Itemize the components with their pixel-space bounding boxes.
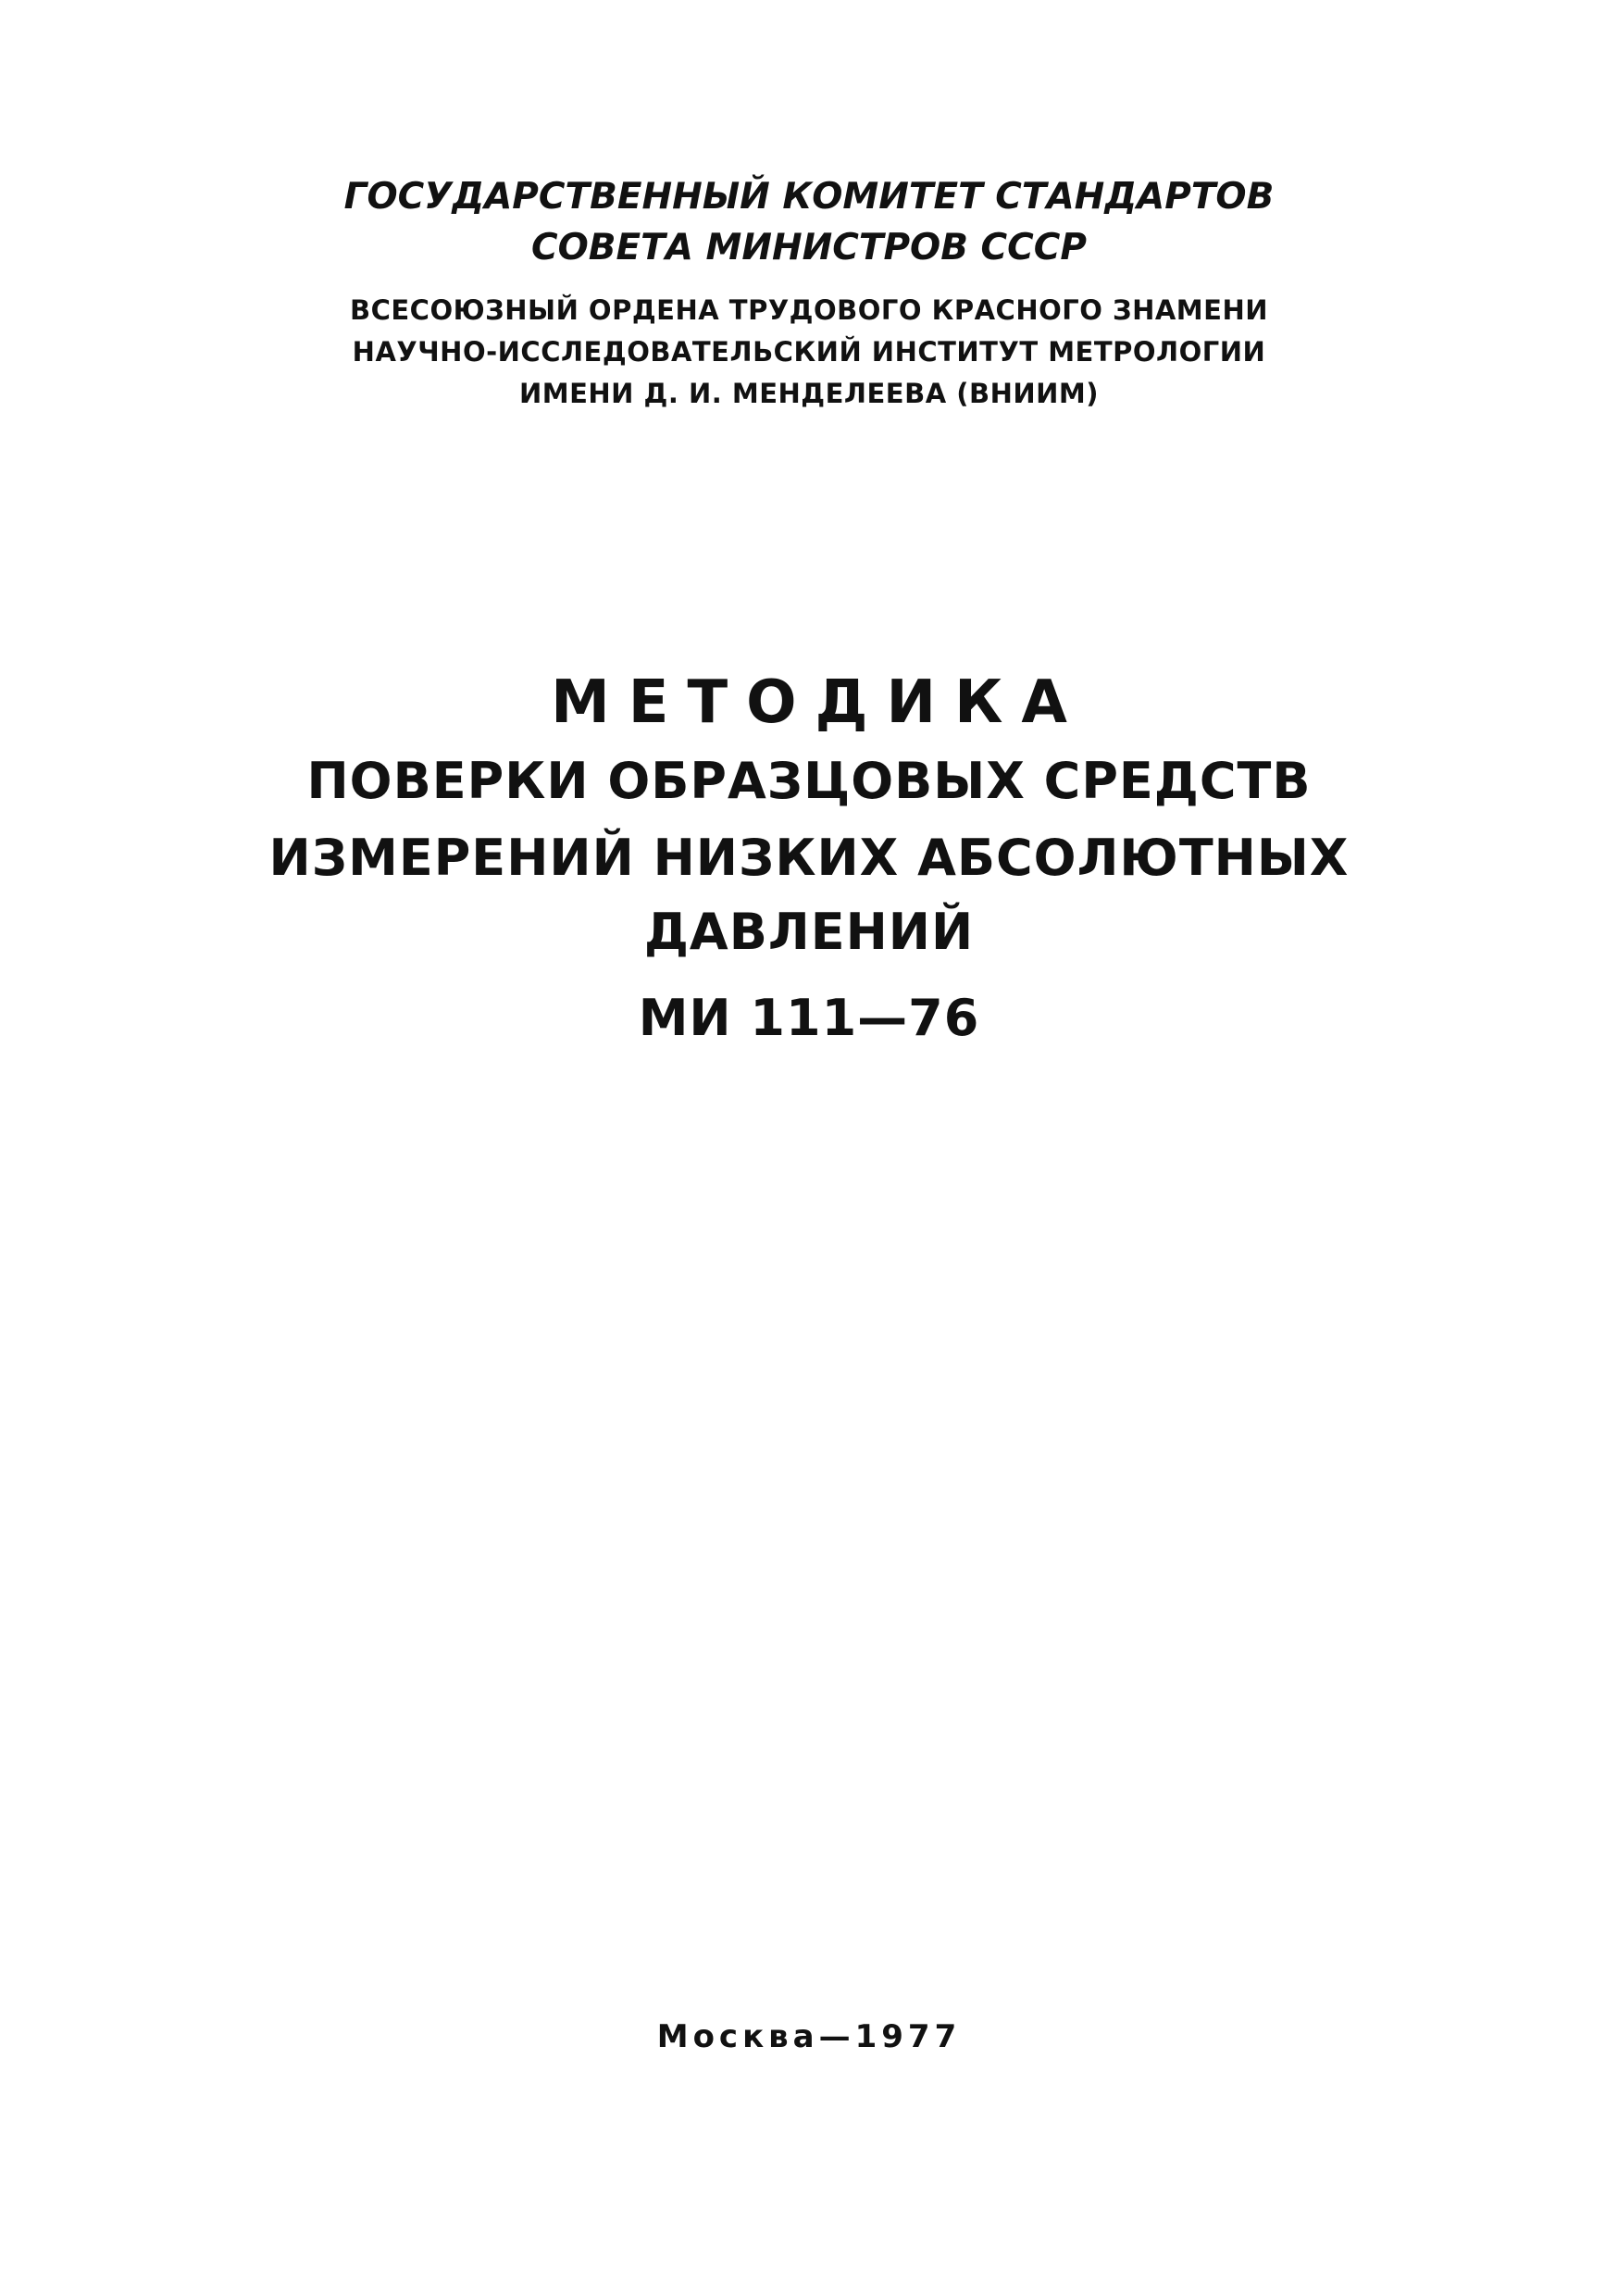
document-title-line2: ИЗМЕРЕНИЙ НИЗКИХ АБСОЛЮТНЫХ — [268, 829, 1350, 887]
document-title-line3: ДАВЛЕНИЙ — [643, 903, 975, 961]
committee-name-line1: ГОСУДАРСТВЕННЫЙ КОМИТЕТ СТАНДАРТОВ — [343, 176, 1275, 218]
institute-name-line3: ИМЕНИ Д. И. МЕНДЕЛЕЕВА (ВНИИМ) — [518, 378, 1100, 409]
institute-name-line1: ВСЕСОЮЗНЫЙ ОРДЕНА ТРУДОВОГО КРАСНОГО ЗНАМЕНИ — [349, 294, 1269, 326]
document-type-heading: МЕТОДИКА — [551, 668, 1086, 737]
document-number: МИ 111—76 — [638, 989, 980, 1047]
committee-name-line2: СОВЕТА МИНИСТРОВ СССР — [531, 227, 1087, 268]
document-title-line1: ПОВЕРКИ ОБРАЗЦОВЫХ СРЕДСТВ — [306, 752, 1312, 810]
institute-name-line2: НАУЧНО-ИССЛЕДОВАТЕЛЬСКИЙ ИНСТИТУТ МЕТРОЛОГИИ — [352, 336, 1266, 368]
imprint-place-year: Москва—1977 — [656, 2018, 962, 2055]
